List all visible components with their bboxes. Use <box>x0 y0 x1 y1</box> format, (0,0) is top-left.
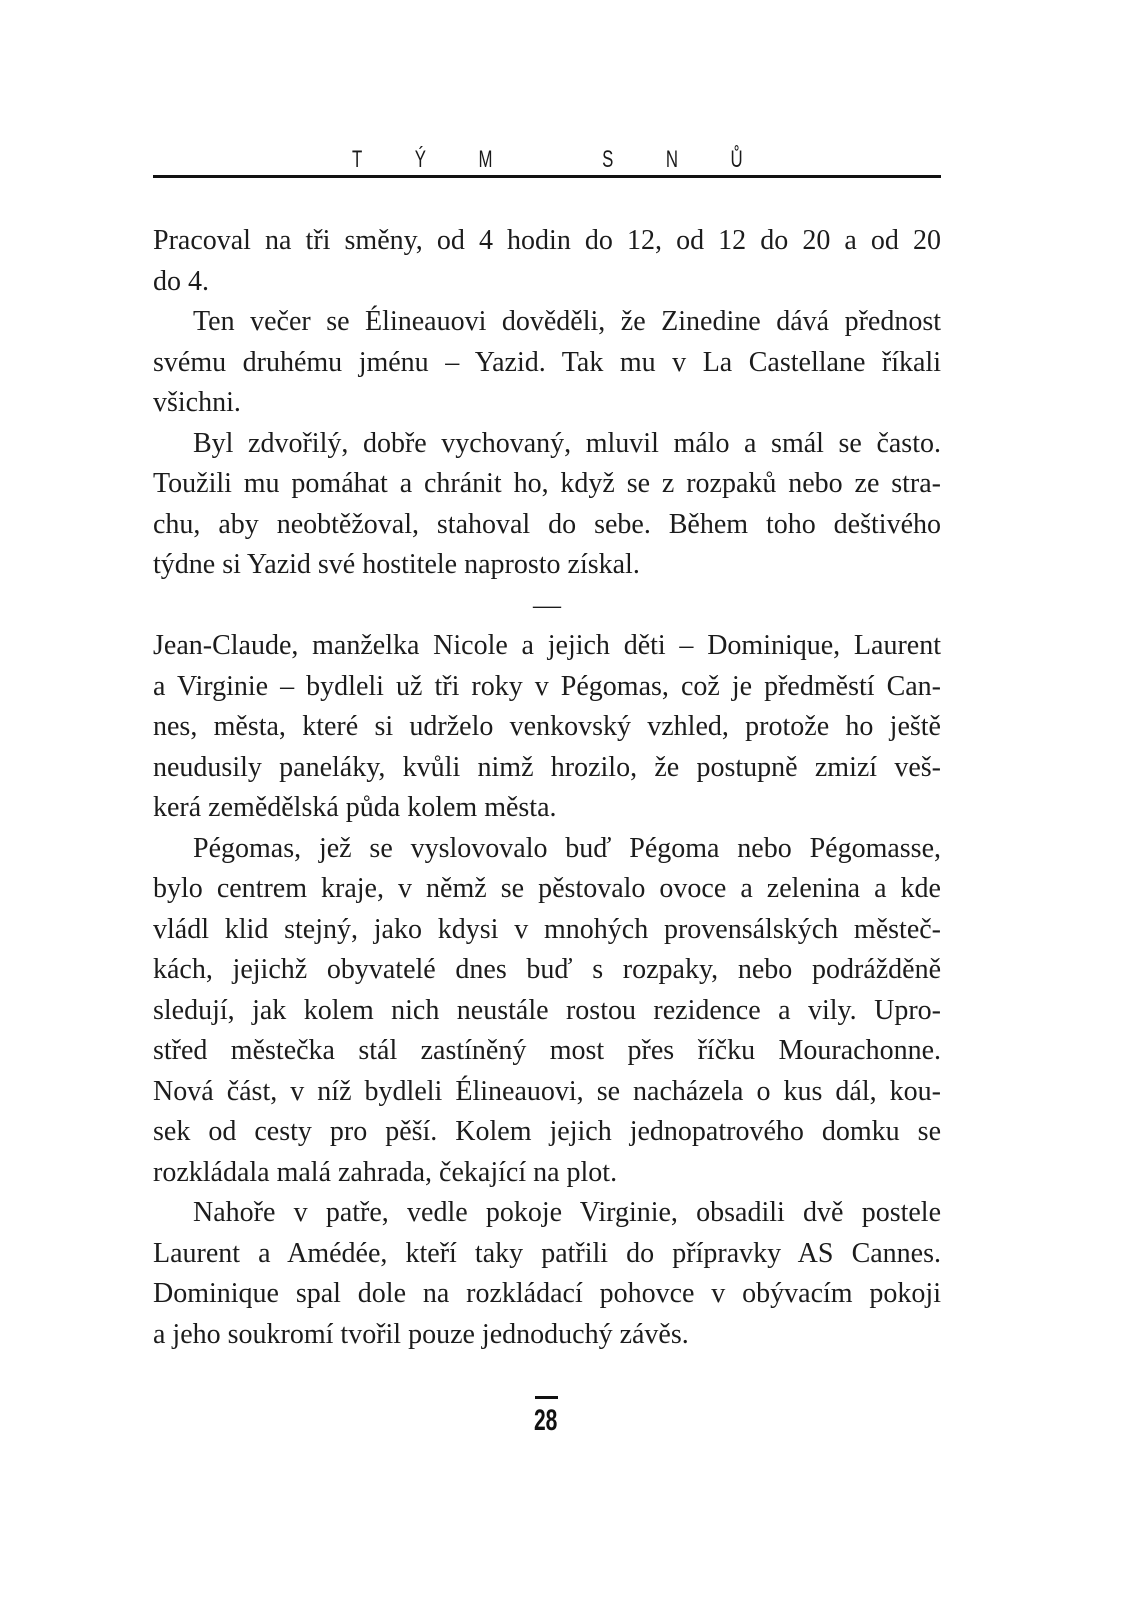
text-line: všichni. <box>153 387 241 418</box>
text-line: do 4. <box>153 265 209 297</box>
paragraph <box>153 424 941 586</box>
text-line: Laurent a Amédée, kteří taky patřili do přípravky AS Cannes. <box>153 1237 941 1269</box>
text-line: svému druhému jménu – Yazid. Tak mu v La Castellane říkali <box>153 346 941 378</box>
paragraph <box>153 221 941 302</box>
text-line: Nová část, v níž bydleli Élineauovi, se nacházela o kus dál, kou- <box>153 1075 941 1107</box>
text-line: vládl klid stejný, jako kdysi v mnohých provensálských městeč- <box>153 913 941 945</box>
page-number: 28 <box>534 1404 558 1437</box>
text-line: sek od cesty pro pěší. Kolem jejich jednopatrového domku se <box>153 1116 941 1147</box>
text-line: nes, města, které si udrželo venkovský vzhled, protože ho ještě <box>153 711 941 742</box>
text-line: Pégomas, jež se vyslovovalo buď Pégoma nebo Pégomasse, <box>193 832 941 864</box>
text-line: a jeho soukromí tvořil pouze jednoduchý závěs. <box>153 1318 689 1350</box>
text-line: Dominique spal dole na rozkládací pohovce v obývacím pokoji <box>153 1278 941 1309</box>
paragraph <box>153 302 941 424</box>
running-title: TÝM SNŮ <box>352 146 796 173</box>
text-line: týdne si Yazid své hostitele naprosto získal. <box>153 549 640 580</box>
text-line: Byl zdvořilý, dobře vychovaný, mluvil málo a smál se často. <box>193 427 941 459</box>
text-line: sledují, jak kolem nich neustále rostou rezidence a vily. Upro- <box>153 994 941 1026</box>
text-line: bylo centrem kraje, v němž se pěstovalo ovoce a zelenina a kde <box>153 873 941 904</box>
text-line: Ten večer se Élineauovi dověděli, že Zinedine dává přednost <box>193 306 941 337</box>
text-line: rozkládala malá zahrada, čekající na plot. <box>153 1156 618 1188</box>
text-line: Toužili mu pomáhat a chránit ho, když se z rozpaků nebo ze stra- <box>153 468 941 499</box>
section <box>153 221 941 586</box>
text-line: chu, aby neobtěžoval, stahoval do sebe. Během toho deštivého <box>153 508 941 540</box>
paragraph <box>153 626 941 829</box>
paragraph <box>153 1193 941 1355</box>
page-number-rule <box>535 1396 558 1399</box>
text-line: neudusily paneláky, kvůli nimž hrozilo, že postupně zmizí veš- <box>153 751 941 783</box>
section <box>153 626 941 1355</box>
text-block <box>153 221 941 1355</box>
text-line: kách, jejichž obyvatelé dnes buď s rozpaky, nebo podrážděně <box>153 954 941 985</box>
page-number-container <box>516 1406 576 1436</box>
paragraph <box>153 829 941 1194</box>
section-break: — <box>533 589 561 621</box>
text-line: Nahoře v patře, vedle pokoje Virginie, obsadili dvě postele <box>193 1197 941 1228</box>
text-line: střed městečka stál zastíněný most přes říčku Mourachonne. <box>153 1035 941 1066</box>
text-line: a Virginie – bydleli už tři roky v Pégomas, což je předměstí Can- <box>153 670 941 702</box>
text-line: kerá zemědělská půda kolem města. <box>153 792 557 823</box>
text-line: Pracoval na tři směny, od 4 hodin do 12, od 12 do 20 a od 20 <box>153 225 941 256</box>
text-line: Jean-Claude, manželka Nicole a jejich děti – Dominique, Laurent <box>153 630 941 661</box>
header-rule <box>153 175 941 178</box>
